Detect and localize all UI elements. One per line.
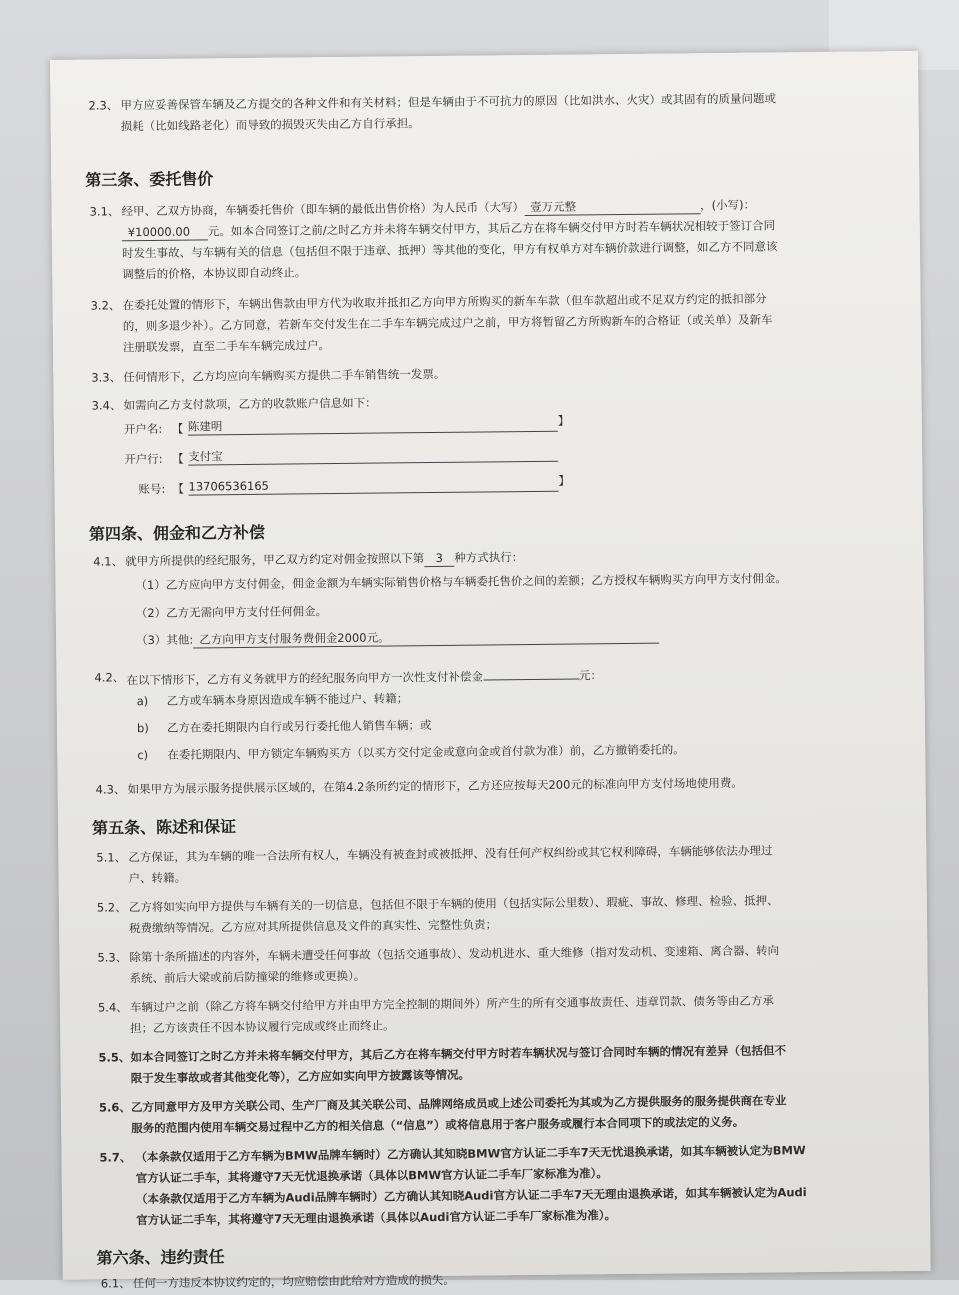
option-3-label: （3）其他:: [136, 632, 194, 648]
clause-3-4-line-1: 如需向乙方支付款项，乙方的收款账户信息如下：: [123, 395, 377, 413]
clause-5-1-line-2: 户、转籍。: [128, 870, 187, 886]
clause-5-3-line-2: 系统、前后大梁或前后防撞梁的维修或更换）。: [129, 968, 366, 986]
clause-4-2-line-1: [126, 662, 602, 691]
option-1: （1）乙方应向甲方支付佣金，佣金金额为车辆实际销售价格与车辆委托售价之间的差额；乙方授权车辆购买方向甲方支付佣金。: [135, 571, 787, 593]
clause-number: 5.5、: [98, 1050, 131, 1065]
account-number-label: 账号:: [138, 481, 166, 497]
clause-3-1-line-4: 调整后的价格，本协议即自动终止。: [122, 265, 307, 282]
clause-number: 5.6、: [98, 1100, 131, 1115]
clause-5-7-line-2: 官方认证二手车，其将遵守7天无忧退换承诺（具体以BMW官方认证二手车厂家标准为准）。: [135, 1166, 608, 1186]
article-6-heading: 第六条、违约责任: [96, 1247, 225, 1268]
clause-6-1-line-1: 任何一方违反本协议约定的，均应赔偿由此给对方造成的损失。: [132, 1272, 455, 1291]
clause-4-3-line-1: 如果甲方为展示服务提供展示区域的，在第4.2条所约定的情形下，乙方还应按每天200元的标准向甲方支付场地使用费。: [127, 775, 743, 797]
bracket-open: 【: [172, 481, 185, 496]
clause-number: 5.3、: [97, 950, 128, 965]
commission-option-field: 3: [424, 550, 454, 567]
item-c: 在委托期限内、甲方锁定车辆购买方（以买方交付定金或意向金或首付款为准）前，乙方撤销委托的。: [167, 742, 685, 762]
article-3-heading: 第三条、委托售价: [85, 169, 214, 190]
bracket-open: 【: [172, 451, 184, 466]
clause-number: 4.2、: [94, 670, 125, 685]
item-a-label: a): [136, 694, 149, 709]
clause-5-1-line-1: 乙方保证，其为车辆的唯一合法所有权人，车辆没有被查封或被抵押、没有任何产权纠纷或其它权利障碍，车辆能够依法办理过: [128, 843, 773, 865]
clause-4-2-text: 在以下情形下，乙方有义务就甲方的经纪服务向甲方一次性支付补偿金: [126, 669, 484, 688]
clause-number: 6.1、: [100, 1276, 131, 1291]
clause-2-3-line-1: 甲方应妥善保管车辆及乙方提交的各种文件和有关材料；但是车辆由于不可抗力的原因（比如洪水、火灾）或其固有的质量问题或: [120, 91, 777, 113]
clause-3-2-line-2: 的，则多退少补）。乙方同意，若新车交付发生在二手车车辆完成过户之前，甲方将暂留乙方所购新车的合格证（或关单）及新车: [122, 312, 773, 334]
clause-number: 5.7、: [99, 1150, 132, 1165]
clause-2-3-line-2: 损耗（比如线路老化）而导致的损毁灭失由乙方自行承担。: [120, 116, 420, 134]
clause-5-7-line-1: （本条款仅适用于乙方车辆为BMW品牌车辆时）乙方确认其知晓BMW官方认证二手车7天无忧退换承诺，如其车辆被认定为BMW: [135, 1143, 806, 1165]
clause-3-1-text: 元。如本合同签订之前/之时乙方并未将车辆交付甲方，其后乙方在将车辆交付甲方时若车辆状况相较于签订合同: [207, 218, 776, 239]
option-3-field: 乙方向甲方支付服务费佣金2000元。: [193, 627, 659, 649]
clause-3-3-line-1: 任何情形下，乙方均应向车辆购买方提供二手车销售统一发票。: [123, 366, 446, 385]
clause-3-2-line-3: 注册联发票，直至二手车车辆完成过户。: [122, 338, 331, 355]
clause-number: 4.3、: [95, 782, 126, 797]
clause-number: 5.1、: [96, 850, 127, 865]
option-3: [136, 625, 659, 651]
clause-5-2-line-2: 税费缴纳等情况。乙方应对其所提供信息及文件的真实性、完整性负责；: [129, 917, 498, 936]
clause-4-1-text: 就甲方所提供的经纪服务，甲乙双方约定对佣金按照以下第: [125, 551, 425, 569]
item-b-label: b): [136, 721, 149, 736]
clause-number: 3.1、: [89, 204, 120, 219]
clause-3-2-line-1: 在委托处置的情形下，车辆出售款由甲方代为收取并抵扣乙方向甲方所购买的新车车款（但车款超出或不足双方约定的抵扣部分: [122, 291, 767, 313]
item-a: 乙方或车辆本身原因造成车辆不能过户、转籍；: [166, 691, 409, 708]
clause-3-1-text: 经甲、乙双方协商，车辆委托售价（即车辆的最低出售价格）为人民币（大写）: [121, 200, 525, 219]
compensation-amount-field: [483, 662, 579, 680]
clause-5-3-line-1: 除第十条所描述的内容外，车辆未遭受任何事故（包括交通事故）、发动机进水、重大维修（指对发动机、变速箱、离合器、转向: [129, 943, 780, 965]
clause-5-6-line-1: 乙方同意甲方及甲方关联公司、生产厂商及其关联公司、品牌网络成员或上述公司委托为其或为乙方提供服务的服务提供商在专业: [130, 1093, 787, 1115]
clause-4-2-text: 元：: [578, 668, 603, 683]
clause-3-1-line-3: 时发生事故、与车辆有关的信息（包括但不限于违章、抵押）等其他的变化，甲方有权单方对车辆价款进行调整，如乙方不同意该: [121, 239, 778, 261]
item-c-label: c): [137, 748, 149, 763]
bracket-close: 】: [557, 413, 570, 428]
clause-number: 5.2、: [96, 900, 127, 915]
article-5-heading: 第五条、陈述和保证: [91, 817, 237, 838]
clause-5-2-line-1: 乙方将如实向甲方提供与车辆有关的一切信息，包括但不限于车辆的使用（包括实际公里数）、瑕疵、事故、修理、检验、抵押、: [128, 893, 779, 915]
clause-number: 4.1、: [93, 554, 124, 569]
clause-5-5-line-1: 如本合同签订之时乙方并未将车辆交付甲方，其后乙方在将车辆交付甲方时若车辆状况与签订合同时车辆的情况有差异（包括但不: [130, 1043, 786, 1065]
clause-5-5-line-2: 限于发生事故或者其他变化等），乙方应如实向甲方披露该等情况。: [130, 1067, 470, 1086]
amount-lowercase-field: ¥10000.00: [122, 223, 208, 241]
clause-5-6-line-2: 服务的范围内使用车辆交易过程中乙方的相关信息（“信息”）或将信息用于客户服务或履行本合同项下的或法定的义务。: [131, 1114, 745, 1136]
contract-page: [50, 51, 931, 1291]
clause-number: 5.4、: [97, 1000, 128, 1015]
item-b: 乙方在委托期限内自行或另行委托他人销售车辆；或: [166, 718, 432, 735]
account-name-field: 陈建明: [188, 415, 558, 436]
clause-4-1-text: 种方式执行：: [454, 550, 524, 565]
option-2: （2）乙方无需向甲方支付任何佣金。: [135, 604, 328, 621]
clause-number: 3.3、: [91, 370, 122, 385]
amount-uppercase-field: 壹万元整: [524, 197, 700, 216]
clause-5-4-line-2: 担；乙方该责任不因本协议履行完成或终止而终止。: [130, 1018, 395, 1036]
article-4-heading: 第四条、佣金和乙方补偿: [88, 522, 266, 544]
clause-number: 2.3、: [88, 98, 119, 113]
clause-4-1-line-1: [125, 547, 523, 572]
clause-number: 3.2、: [90, 298, 121, 313]
account-name-label: 开户名:: [123, 421, 163, 437]
clause-5-7-line-4: 官方认证二手车，其将遵守7天无理由退换承诺（具体以Audi官方认证二手车厂家标准为准）。: [136, 1208, 617, 1228]
clause-number: 3.4、: [91, 398, 122, 413]
account-number-field: 13706536165: [188, 475, 558, 496]
clause-5-4-line-1: 车辆过户之前（除乙方将车辆交付给甲方并由甲方完全控制的期间外）所产生的所有交通事故责任、违章罚款、债务等由乙方承: [129, 993, 774, 1015]
clause-5-7-line-3: （本条款仅适用于乙方车辆为Audi品牌车辆时）乙方确认其知晓Audi官方认证二手车7天无理由退换承诺，如其车辆被认定为Audi: [135, 1185, 807, 1207]
bracket-close: 】: [558, 473, 571, 488]
bank-field: 支付宝: [188, 445, 558, 466]
bank-label: 开户行:: [124, 451, 163, 467]
bracket-open: 【: [171, 421, 184, 436]
clause-3-1-text: ，(小写)：: [699, 197, 756, 213]
